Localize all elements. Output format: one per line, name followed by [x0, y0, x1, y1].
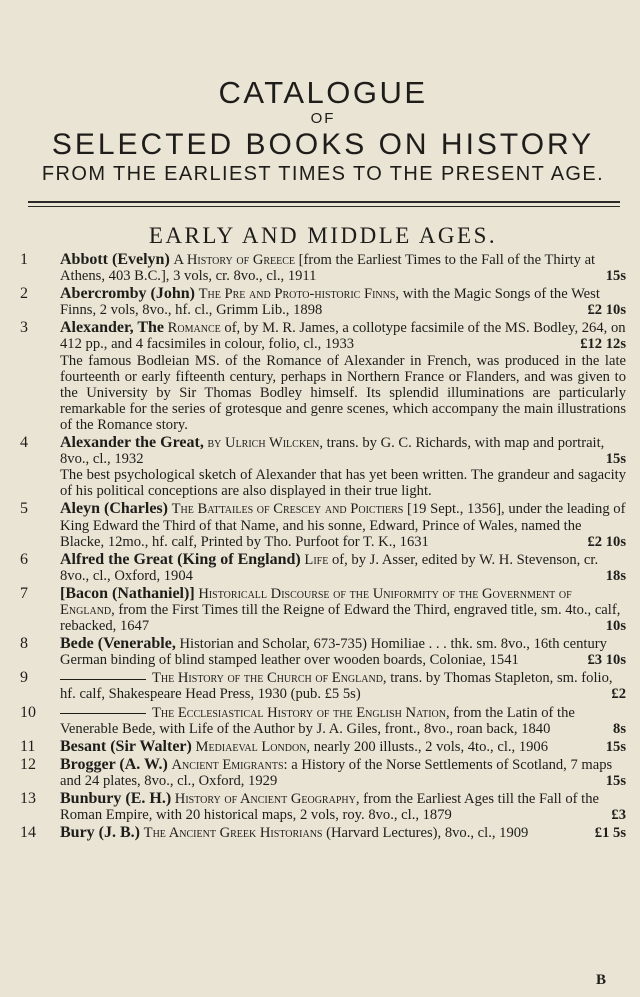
- entry-title: The Pre and Proto-historic Finns,: [198, 286, 400, 303]
- entry-author: Aleyn (Charles): [60, 500, 168, 518]
- entry-author: Bury (J. B.): [60, 824, 140, 842]
- entry-body: [60, 825, 626, 841]
- entry-body: [60, 791, 626, 823]
- entry-details: of, by M. R. James, a collotype facsimile of the MS. Bodley, 264, on 412 pp., and 4 facsimiles in colour, folio, cl., 1933: [60, 320, 626, 353]
- entry-price: £2: [611, 686, 626, 703]
- entry-price: 15s: [605, 772, 626, 789]
- masthead-of: OF: [310, 110, 336, 127]
- catalogue-entry: [20, 286, 626, 318]
- ditto-dash: [60, 713, 146, 714]
- entry-price: 15s: [605, 738, 626, 755]
- catalogue-entry: [20, 552, 626, 584]
- entry-details: (Harvard Lectures), 8vo., cl., 1909: [322, 825, 529, 842]
- entry-author: Alfred the Great (King of England): [60, 550, 301, 568]
- entry-body: [60, 636, 626, 668]
- entry-number: 9: [20, 669, 28, 687]
- entry-title: The Battailes of Crescey and Poictiers: [171, 501, 404, 518]
- catalogue-entry: [20, 757, 626, 789]
- entry-price: 18s: [605, 567, 626, 584]
- entry-title: Mediaeval London,: [195, 738, 311, 755]
- entry-body: [60, 320, 626, 433]
- entry-title: The Ecclesiastical History of the English Nation,: [152, 704, 450, 721]
- entry-number: 4: [20, 434, 28, 452]
- entry-body: [60, 670, 626, 702]
- entry-author: Bede (Venerable,: [60, 635, 176, 653]
- entry-author: Alexander the Great,: [60, 434, 204, 452]
- entry-number: 3: [20, 319, 28, 337]
- entry-details: Historian and Scholar, 673-735) Homiliae . . . thk. sm. 8vo., 16th century German binding of blind stamped leather over wooden boards, Coloniae, 1541: [60, 636, 607, 669]
- double-rule-divider: [28, 201, 620, 207]
- entry-details: [19 Sept., 1356], under the leading of King Edward the Third of that Name, and his sonne, Edward, Prince of Wales, named the Blacke, 12mo., hf. calf, Printed by Tho. Purfoot for T. K., 1631: [60, 501, 626, 550]
- entry-title: History of Ancient Geography,: [174, 791, 360, 807]
- entry-details: from the First Times till the Reigne of Edward the Third, engraved title, sm. 4to., calf, rebacked, 1647: [60, 601, 621, 635]
- entry-author: [Bacon (Nathaniel)]: [60, 584, 195, 602]
- entry-price: 15s: [605, 451, 626, 468]
- entry-body: [60, 705, 626, 737]
- entry-price: £3: [611, 807, 626, 824]
- catalogue-entry: [20, 320, 626, 433]
- entry-body: [60, 435, 626, 499]
- entry-price: £12 12s: [580, 336, 626, 353]
- entry-body: [60, 552, 626, 584]
- catalogue-entry: [20, 791, 626, 823]
- entry-number: 6: [20, 550, 28, 568]
- entry-details: [from the Earliest Times to the Fall of the Thirty at Athens, 403 B.C.], 3 vols, cr. 8vo., cl., 1911: [60, 252, 596, 285]
- entry-author: Abercromby (John): [60, 285, 195, 303]
- entry-number: 10: [20, 703, 36, 721]
- entry-details: from the Latin of the Venerable Bede, with Life of the Author by J. A. Giles, front., 8vo., roan back, 1840: [60, 704, 575, 737]
- entry-author: Brogger (A. W.): [60, 755, 168, 773]
- entry-number: 12: [20, 755, 36, 773]
- entry-details: a History of the Norse Settlements of Scotland, 7 maps and 24 plates, 8vo., cl., Oxford, 1929: [60, 756, 613, 789]
- entry-price: 10s: [605, 618, 626, 635]
- entry-number: 7: [20, 584, 28, 602]
- entry-body: [60, 501, 626, 549]
- entry-author: Besant (Sir Walter): [60, 737, 192, 755]
- entry-number: 2: [20, 285, 28, 303]
- catalogue-entry: [20, 435, 626, 499]
- entry-number: 14: [20, 824, 36, 842]
- entry-number: 8: [20, 635, 28, 653]
- entry-title: The History of the Church of England,: [152, 670, 387, 687]
- entry-details: trans. by G. C. Richards, with map and portrait, 8vo., cl., 1932: [60, 435, 605, 468]
- entry-body: [60, 757, 626, 789]
- catalogue-entry: [20, 586, 626, 634]
- entry-description: The best psychological sketch of Alexander that has yet been written. The grandeur and sagacity of his political conceptions are also displayed in their true light.: [60, 467, 626, 500]
- entry-details: of, by J. Asser, edited by W. H. Stevenson, cr. 8vo., cl., Oxford, 1904: [60, 551, 599, 584]
- entry-price: £3 10s: [587, 652, 626, 669]
- masthead-catalogue: CATALOGUE: [218, 75, 428, 110]
- ditto-dash: [60, 679, 146, 680]
- entry-number: 13: [20, 790, 36, 807]
- catalogue-entry: [20, 825, 626, 841]
- entry-body: [60, 286, 626, 318]
- entry-details: trans. by Thomas Stapleton, sm. folio, hf. calf, Shakespeare Head Press, 1930 (pub. £5 5s): [60, 670, 613, 703]
- entry-author: Abbott (Evelyn): [60, 251, 170, 268]
- entry-description: The famous Bodleian MS. of the Romance of Alexander in French, was produced in the late fourteenth or early fifteenth century, perhaps in Northern France or Flanders, and was given to the University by Sir Thomas Bodley himself. Its splendid illuminations are particularly remarkable for the series of grotesque and genre scenes, which accompany the main illustrations of the Romance story.: [60, 352, 626, 433]
- entry-price: £2 10s: [587, 302, 626, 319]
- entry-price: 8s: [613, 720, 626, 737]
- entry-price: £2 10s: [587, 533, 626, 550]
- entry-list: [20, 252, 626, 841]
- entry-title: Life: [304, 551, 329, 568]
- entry-title: The Ancient Greek Historians: [143, 825, 323, 842]
- catalogue-entry: [20, 252, 626, 284]
- entry-details: nearly 200 illusts., 2 vols, 4to., cl., 1906: [310, 738, 549, 755]
- entry-number: 11: [20, 737, 36, 755]
- entry-author: Bunbury (E. H.): [60, 790, 172, 807]
- entry-title: A History of Greece: [173, 252, 296, 268]
- masthead-subtitle: FROM THE EARLIEST TIMES TO THE PRESENT AGE.: [41, 163, 605, 185]
- entry-body: [60, 739, 626, 755]
- catalogue-entry: [20, 739, 626, 755]
- masthead: [20, 0, 626, 186]
- catalogue-entry: [20, 705, 626, 737]
- entry-details: with the Magic Songs of the West Finns, 2 vols, 8vo., hf. cl., Grimm Lib., 1898: [60, 286, 600, 319]
- entry-author: Alexander, The: [60, 319, 165, 337]
- catalogue-entry: [20, 636, 626, 668]
- entry-details: from the Earliest Ages till the Fall of the Roman Empire, with 20 historical maps, 2 vols, roy. 8vo., cl., 1879: [60, 791, 600, 824]
- catalogue-entry: [20, 670, 626, 702]
- entry-title: Romance: [167, 320, 221, 337]
- signature-mark: B: [595, 972, 606, 988]
- entry-title: by Ulrich Wilcken,: [207, 435, 324, 452]
- entry-price: 15s: [605, 268, 626, 285]
- section-heading: EARLY AND MIDDLE AGES.: [148, 223, 498, 248]
- entry-body: [60, 586, 626, 634]
- masthead-title: SELECTED BOOKS ON HISTORY: [51, 128, 595, 161]
- catalogue-entry: [20, 501, 626, 549]
- entry-number: 5: [20, 500, 28, 518]
- entry-price: £1 5s: [594, 825, 626, 842]
- entry-title: Ancient Emigrants:: [171, 756, 288, 773]
- entry-title: Historicall Discourse of the Uniformity of the Government of England,: [60, 585, 572, 618]
- entry-number: 1: [20, 251, 28, 268]
- entry-body: [60, 252, 626, 284]
